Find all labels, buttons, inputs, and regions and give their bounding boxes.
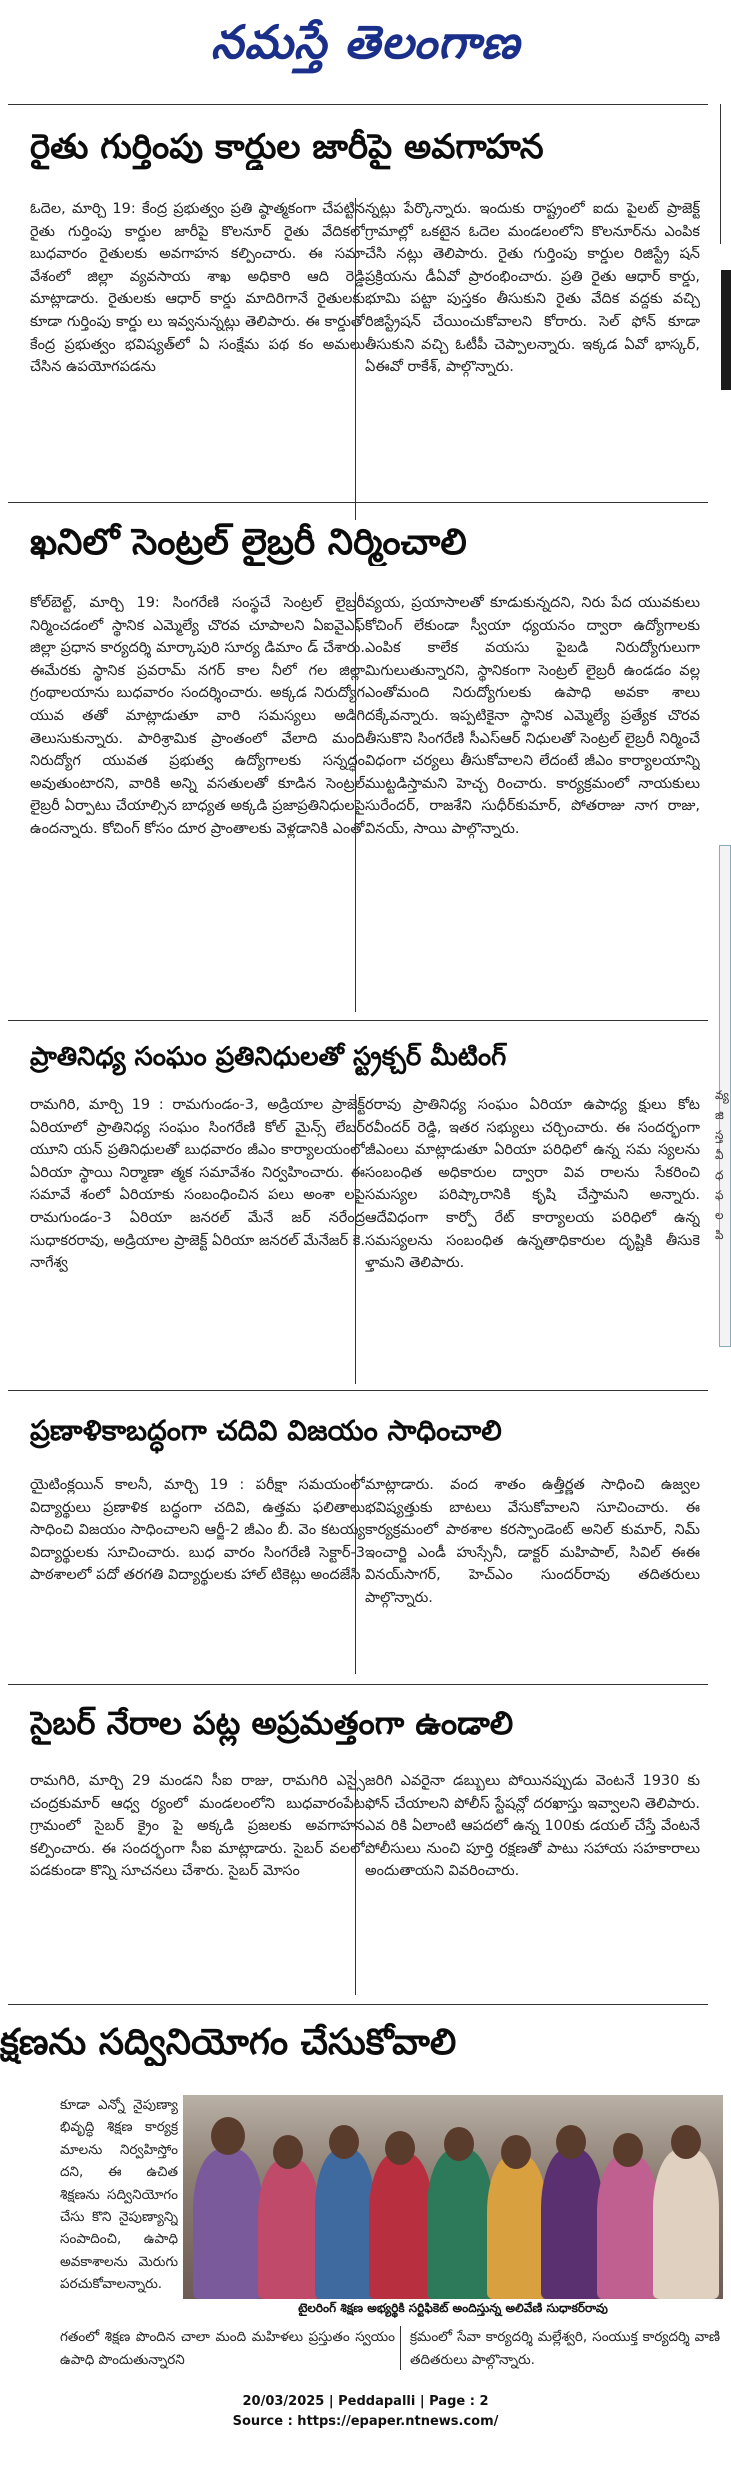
edition-info: 20/03/2025 | Peddapalli | Page : 2 [242, 2394, 489, 2409]
column-divider [400, 2326, 401, 2370]
photo-caption: టైలరింగ్ శిక్షణ అభ్యర్థికి సర్టిఫికెట్ అందిస్తున్న అలివేణి సుధాకర్‌రావు [298, 2301, 608, 2315]
column-divider [355, 1770, 356, 1995]
article-headline: ఖనిలో సెంట్రల్ లైబ్రరీ నిర్మించాలి [30, 522, 467, 563]
article-column: రరావు ప్రాతినిధ్య సంఘం ఏరియా ఉపాధ్య క్షులు కోట రవీందర్ రెడ్డి, ఇతర సభ్యులు చర్చించారు. ఈ సందర్భంగా జీఎంలు మాట్లాడుతూ ఏరియా పరిధిలో ఉన్న సమ స్యలను సంబంధిత అధికారుల ద్వారా వివ రాలను సేకరించి సమస్యల పరిష్కారానికి కృషి చేస్తామని అన్నారు. ఆదేవిధంగా కార్పో రేట్ కార్యాలయ పరిధిలో ఉన్న సమస్యలను సంబంధిత ఉన్నతాధికారుల దృష్టికి తీసుకె ళ్తామని తెలిపారు. [365, 1097, 700, 1272]
article-column: యైటింక్లయిన్ కాలనీ, మార్చి 19 : పరీక్షా సమయంలో విద్యార్థులు ప్రణాళిక బద్ధంగా చదివి, ఉత్తమ ఫలితాలు సాధించి విజయం సాధించాలని ఆర్జీ-2 జీఎం బీ. వెం కటయ్య విద్యార్థులకు సూచించారు. బుధ వారం సింగరేణి సెక్టార్-3 పాఠశాలలో పదో తరగతి విద్యార్థులకు హాల్ టికెట్లు అందజేసి [30, 1477, 365, 1584]
source-link[interactable]: Source : https://epaper.ntnews.com/ [232, 2414, 499, 2429]
divider [8, 1020, 708, 1021]
article-headline: ప్రాతినిధ్య సంఘం ప్రతినిధులతో స్ట్రక్చర్ మీటింగ్ [30, 1042, 507, 1072]
divider [8, 1390, 708, 1391]
article-headline: సైబర్ నేరాల పట్ల అప్రమత్తంగా ఉండాలి [30, 1704, 514, 1742]
newspaper-name: నమస్తే తెలంగాణ [210, 15, 521, 69]
masthead [0, 0, 731, 96]
article-column: మాట్లాడారు. వంద శాతం ఉత్తీర్ణత సాధించి ఉజ్వల భవిష్యత్తుకు బాటలు వేసుకోవాలని సూచించారు. ఈ కార్యక్రమంలో పాఠశాల కరస్పాండెంట్ అనిల్ కుమార్, నిమ్ ఇంచార్జి ఎండీ హుస్సేనీ, డాక్టర్ మహిపాల్, సివిల్ ఈఈ వినయ్‌సాగర్, హెచ్ఎం సుందర్‌రావు తదితరులు పాల్గొన్నారు. [365, 1477, 700, 1606]
article-headline: ప్రణాళికాబద్ధంగా చదివి విజయం సాధించాలి [30, 1414, 502, 1447]
divider [8, 1684, 708, 1685]
article-headline: రైతు గుర్తింపు కార్డుల జారీపై అవగాహన [30, 127, 544, 167]
article-column: క్రమంలో సేవా కార్యదర్శి మల్లేశ్వరి, సంయుక్త కార్యదర్శి వాణి తదితరులు పాల్గొన్నారు. [410, 2329, 720, 2368]
divider [8, 104, 708, 105]
column-divider [355, 1094, 356, 1384]
page-footer [0, 2392, 731, 2432]
column-divider [355, 592, 356, 1012]
article-column: కోల్‌బెల్ట్, మార్చి 19: సింగరేణి సంస్థచే సెంట్రల్ లైబ్రరీ నిర్మించడంలో స్థానిక ఎమ్మెల్యే చొరవ చూపాలని ఏఐవైఎఫ్ జిల్లా ప్రధాన కార్యదర్శి మార్కాపురి సూర్య డిమాం డ్ చేశారు. ఈమేరకు స్థానిక ప్రవరామ్‌ నగర్ కాల నీలో గల జిల్లా గ్రంథాలయాను బుధవారం సందర్శించారు. అక్కడ నిరుద్యోగ యువ తతో మాట్లాడుతూ వారి సమస్యలు అడిగి తెలుసుకున్నారు. పారిశ్రామిక ప్రాంతంలో వేలాది మంది నిరుద్యోగ యువత ప్రభుత్వ ఉద్యోగాలకు సన్నద్ధం అవుతుంటారని, వారికి అన్ని వసతులతో కూడిన సెంట్రల్ లైబ్రరీ ఏర్పాటు చేయాల్సిన బాధ్యత అక్కడి ప్రజాప్రతినిధులపై ఉందన్నారు. కోచింగ్ కోసం దూర ప్రాంతాలకు వెళ్లడానికి ఎంతో [30, 595, 365, 837]
column-divider [355, 1474, 356, 1674]
article-column: వ్యయ, ప్రయాసాలతో కూడుకున్నదని, నిరు పేద యువకులు కోచింగ్ లేకుండా స్వీయా ధ్యయనం ద్వారా ఉద్యోగాలకు ఎంపిక కాలేక వయసు పైబడి నిరుద్యోగులుగా మిగులుతున్నారని, స్థానికంగా సెంట్రల్ లైబ్రరీ ఉండడం వల్ల ఎంతోమంది నిరుద్యోగులకు ఉపాధి అవకా శాలు దక్కేవన్నారు. ఇప్పటికైనా స్థానిక ఎమ్మెల్యే ప్రత్యేక చొరవ తీసుకొని సింగరేణి సీఎస్ఆర్ నిధులతో సెంట్రల్ లైబ్రరీ నిర్మించే విధంగా చర్యలు తీసుకోవాలని లేదంటే జీఎం కార్యాలయాన్ని ముట్టడిస్తామని హెచ్చ రించారు. కార్యక్రమంలో నాయకులు సురేందర్, రాజశేని సుధీర్‌కుమార్, పోతరాజు నాగ రాజు, వినయ్, సాయి పాల్గొన్నారు. [365, 595, 700, 837]
article-column: గతంలో శిక్షణ పొందిన చాలా మంది మహిళలు ప్రస్తుతం స్వయం ఉపాధి పొందుతున్నారని [60, 2329, 395, 2368]
adjacent-page-dark-block [721, 270, 731, 390]
article-column: కూడా ఎన్నో నైపుణ్యా భివృద్ధి శిక్షణ కార్యక్ర మాలను నిర్వహిస్తోం దని, ఈ ఉచిత శిక్షణను సద్వినియోగం చేసు కొని నైపుణ్యాన్ని సంపాదించి, ఉపాధి అవకాశాలను మెరుగు పరచుకోవాలన్నారు. [60, 2097, 178, 2293]
divider [8, 502, 708, 503]
adjacent-page-edge [720, 104, 731, 244]
column-divider [355, 198, 356, 520]
article-column: ఓదెల, మార్చి 19: కేంద్ర ప్రభుత్వం ప్రతి ష్ఠాత్మకంగా చేపట్టిన రైతు గుర్తింపు కార్డుల జారీపై కొలనూర్ రైతు వేదికలో బుధవారం రైతులకు అవగాహన కల్పించారు. ఈ సమా వేశంలో జిల్లా వ్యవసాయ శాఖ అధికారి ఆది రెడ్డి మాట్లాడారు. రైతులకు ఆధార్ కార్డు మాదిరిగానే రైతులకు కూడా గుర్తింపు కార్డు లు ఇవ్వనున్నట్లు తెలిపారు. ఈ కార్డుతో కేంద్ర ప్రభుత్వం భవిష్యత్‌లో ఏ సంక్షేమ పథ కం అమలు చేసిన ఉపయోగపడను [30, 201, 365, 376]
article-column: జరిగి ఎవరైనా డబ్బులు పోయినప్పుడు వెంటనే 1930 కు ఫోన్ చేయాలని పోలీస్ స్టేషన్లో దరఖాస్తు ఇవ్వాలని తెలిపారు. ఎవ రికి ఏలాంటి ఆపదలో ఉన్న 100కు డయల్ చేస్తే వేంటనే పోలీసులు నుంచి పూర్తి రక్షణతో పాటు సహాయ సహకారాలు అందుతాయని వివరించారు. [365, 1773, 700, 1880]
divider [8, 2004, 708, 2005]
article-photo [183, 2095, 723, 2299]
article-headline: క్షణను సద్వినియోగం చేసుకోవాలి [0, 2022, 457, 2063]
adjacent-page-text: వ్య జి స్త వీ ధ ఫ ల పి [715, 1088, 729, 1242]
article-column: రామగిరి, మార్చి 19 : రామగుండం-3, అడ్రియాల ప్రాజెక్ట్ ఏరియాలో ప్రాతినిధ్య సంఘం సింగరేణి కోల్ మైన్స్ లేబర్ యూని యన్ ప్రతినిధులతో బుధవారం జీఎం కార్యాలయంలో ఏరియా స్థాయి నిర్మాణా త్మక సమావేశం నిర్వహించారు. ఈ సమావే శంలో ఏరియాకు సంబంధించిన పలు అంశా లపై రామగుండం-3 ఏరియా జనరల్ మేనే జర్ నరేంద్ర సుధాకరరావు, అడ్రియాల ప్రాజెక్ట్ ఏరియా జనరల్ మేనేజర్ కె. నాగేశ్వ [30, 1097, 365, 1272]
article-column: న్నట్లు పేర్కొన్నారు. ఇందుకు రాష్ట్రంలో ఐదు పైలట్ ప్రాజెక్ట్ గ్రామాల్లో ఒకటైన ఓదెల మండలంలోని కొలనూర్‌ను ఎంపిక చేసి నట్లు తెలిపారు. రైతు గుర్తింపు కార్డుల రిజిస్ట్రే షన్ ప్రక్రియను డీఏవో ప్రారంభించారు. ప్రతి రైతు ఆధార్ కార్డు, భూమి పట్టా పుస్తకం తీసుకుని రైతు వేదిక వద్దకు వచ్చి రిజిస్ట్రేషన్ చేయించుకోవాలని కోరారు. సెల్ ఫోన్ కూడా తీసుకుని వచ్చి ఓటీపీ చెప్పాలన్నారు. ఇక్కడ ఏవో భాస్కర్, ఏఈవో రాకేశ్, పాల్గొన్నారు. [365, 201, 700, 376]
article-column: రామగిరి, మార్చి 29 మండని సీఐ రాజు, రామగిరి ఎస్సై చంద్రకుమార్ ఆధ్వ ర్యంలో మండలంలోని బుధవారంపేట గ్రామంలో సైబర్ క్రైం పై అక్కడి ప్రజలకు అవగాహన కల్పించారు. ఈ సందర్భంగా సీఐ మాట్లాడారు. సైబర్ వలలో పడకుండా కొన్ని సూచనలు చేశారు. సైబర్ మోసం [30, 1773, 365, 1880]
